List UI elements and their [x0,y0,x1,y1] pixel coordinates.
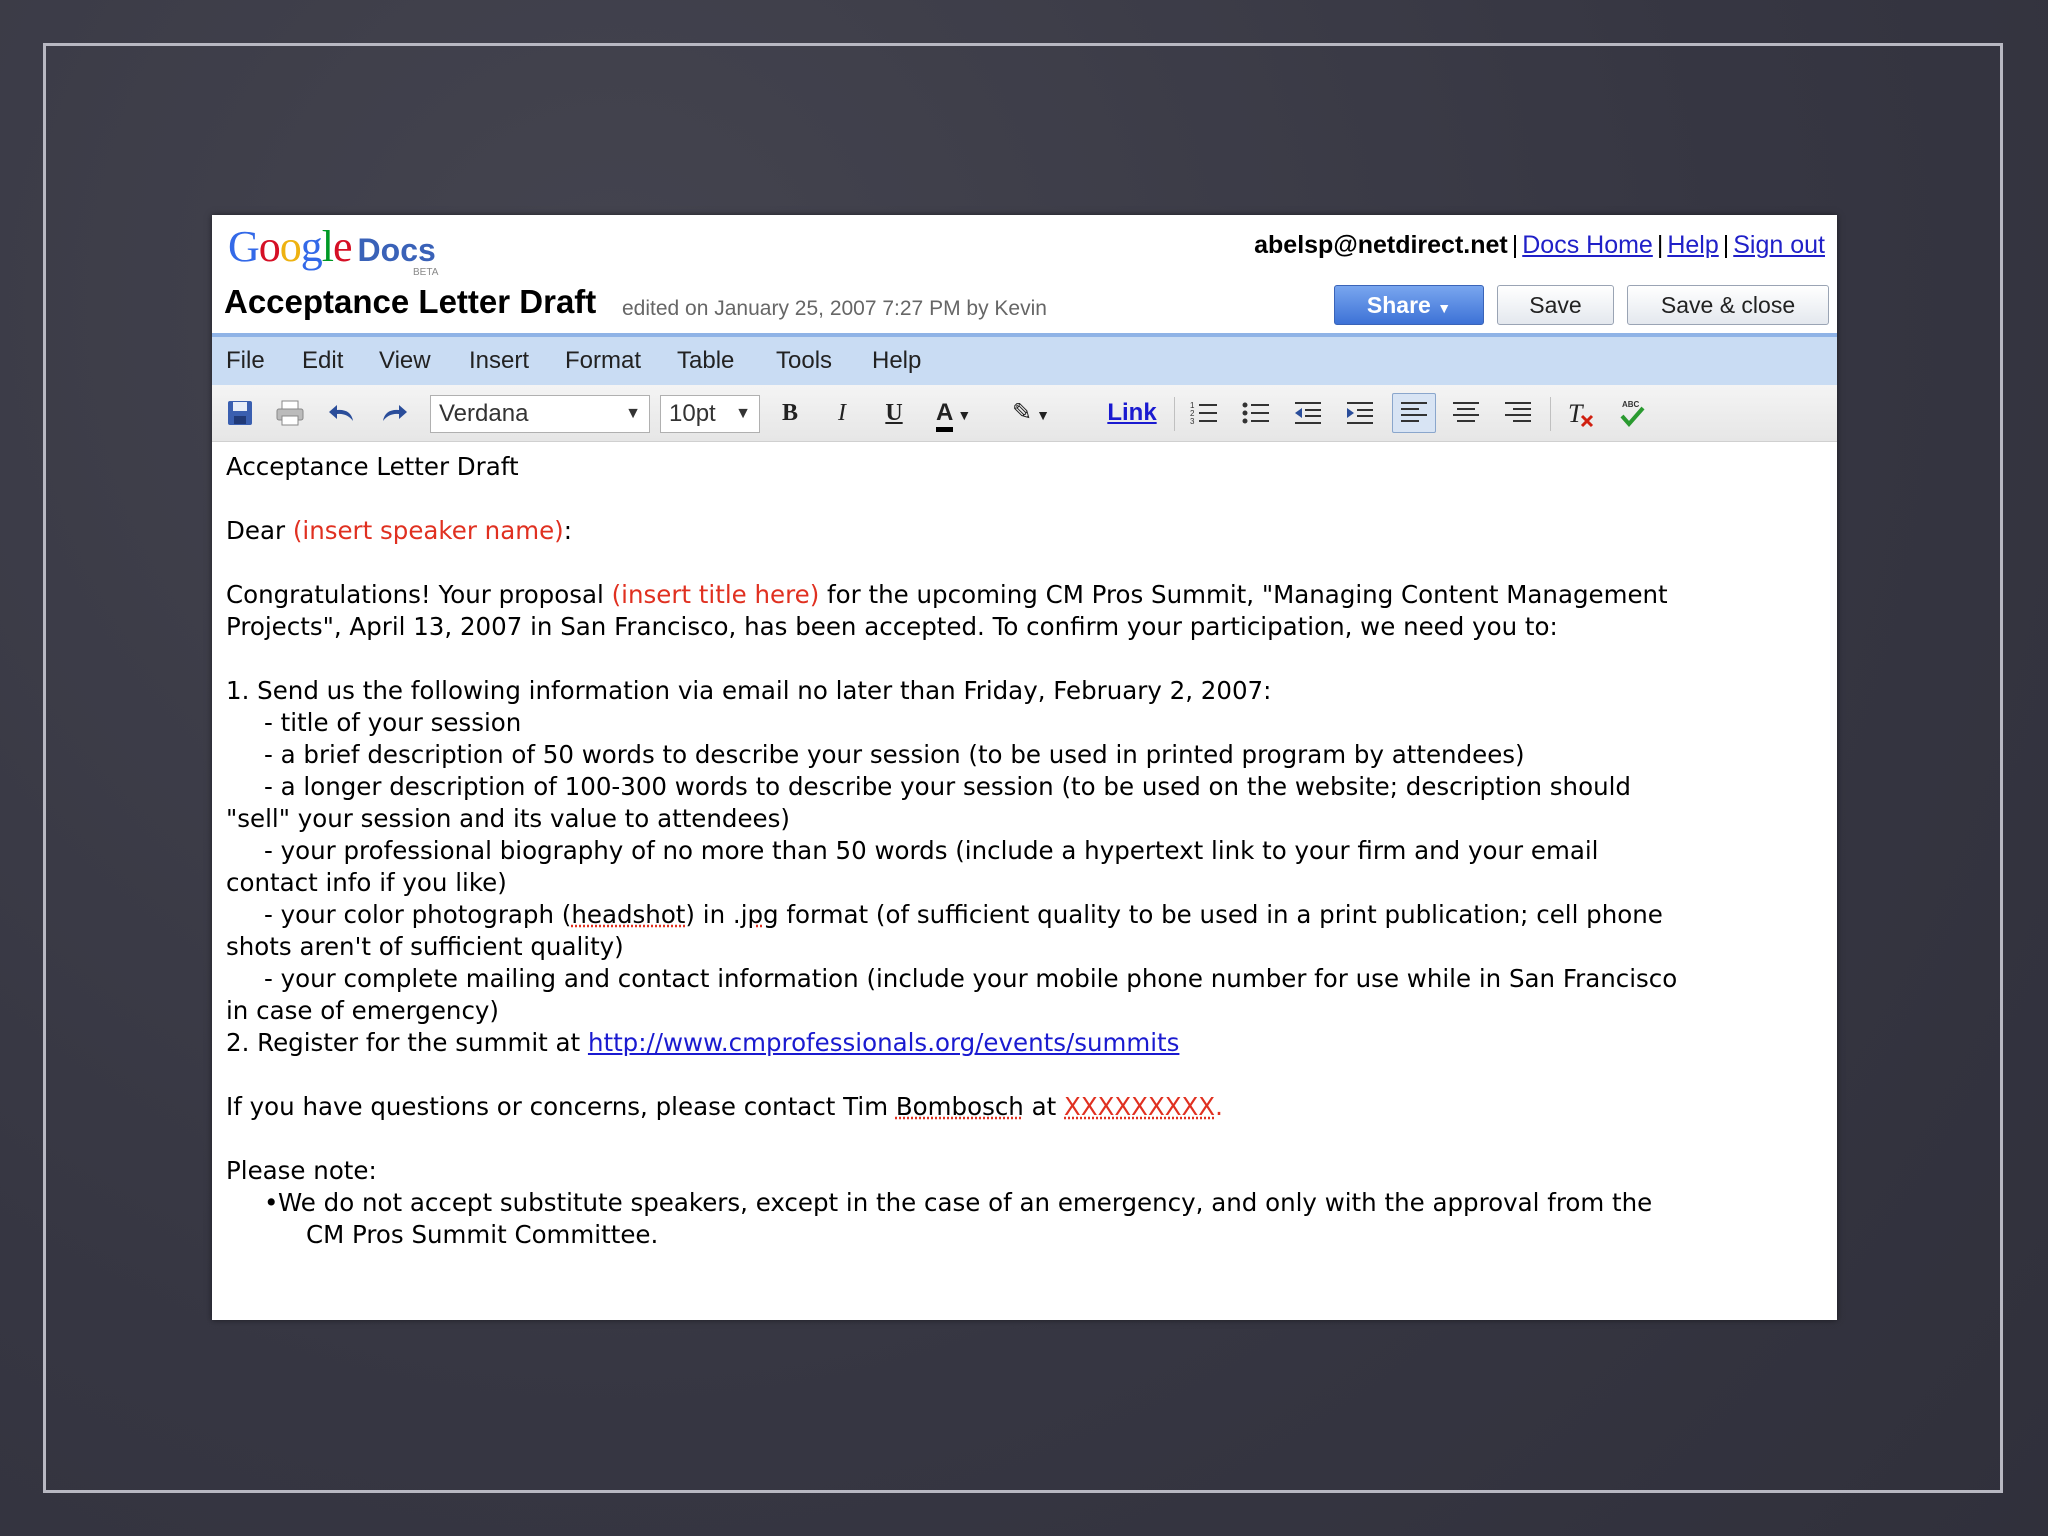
google-docs-logo[interactable] [228,221,439,278]
font-size-select[interactable]: 10pt ▼ [660,395,760,433]
svg-text:2: 2 [1190,409,1195,418]
save-disk-icon[interactable] [220,393,260,433]
list-item: 2. Register for the summit at http://www.cmprofessionals.org/events/summits [226,1028,1180,1057]
save-close-button[interactable]: Save & close [1627,285,1829,325]
decrease-indent-icon[interactable] [1288,393,1328,433]
increase-indent-icon[interactable] [1340,393,1380,433]
google-docs-window [212,215,1837,1320]
menu-format[interactable]: Format [565,347,642,374]
numbered-list-icon[interactable] [1184,393,1224,433]
menu-insert[interactable]: Insert [469,347,530,374]
menu-tools[interactable]: Tools [776,347,833,374]
misspelled-word: Bombosch [895,1092,1024,1121]
menu-view[interactable]: View [379,347,431,374]
chevron-down-icon: ▼ [1437,300,1452,316]
text-color-icon: A [936,399,953,432]
list-item: - title of your session [264,708,522,737]
paragraph-line: Projects", April 13, 2007 in San Francisco, has been accepted. To confirm your participation, we need you to: [226,612,1558,641]
insert-link-button[interactable]: Link [1107,399,1157,426]
body-heading: Acceptance Letter Draft [226,452,519,481]
font-family-select[interactable]: Verdana ▼ [430,395,650,433]
align-right-icon[interactable] [1498,393,1538,433]
chevron-down-icon: ▼ [1036,407,1050,423]
salutation: Dear (insert speaker name): [226,516,572,545]
summit-link[interactable]: http://www.cmprofessionals.org/events/summits [587,1028,1180,1057]
svg-text:3: 3 [1190,417,1195,426]
note-heading: Please note: [226,1156,377,1185]
menu-file[interactable]: File [226,347,265,374]
spell-check-icon[interactable] [1612,393,1652,433]
redo-icon[interactable] [374,393,414,433]
list-item: - a longer description of 100-300 words to describe your session (to be used on the website; description should [264,772,1631,801]
contact-line: If you have questions or concerns, please contact Tim Bombosch at XXXXXXXXX. [226,1092,1223,1121]
menu-help[interactable]: Help [872,347,922,374]
menu-edit[interactable]: Edit [302,347,344,374]
underline-button[interactable]: U [885,400,903,426]
docs-home-link[interactable]: Docs Home [1522,231,1653,259]
beta-label: BETA [413,267,439,278]
toolbar-separator [1174,397,1175,431]
menu-bar [212,333,1837,385]
user-bar: abelsp@netdirect.net | Docs Home | Help | Sign out [1254,231,1825,259]
italic-button[interactable]: I [838,400,846,426]
clear-formatting-icon[interactable] [1560,393,1600,433]
bold-button[interactable]: B [781,400,798,426]
list-item: CM Pros Summit Committee. [306,1220,659,1249]
text-color-button[interactable] [936,393,996,433]
chevron-down-icon: ▼ [957,407,972,423]
list-item: - your color photograph (headshot) in .jpg format (of sufficient quality to be used in a print publication; cell phone [264,900,1663,929]
edited-info: edited on January 25, 2007 7:27 PM by Kevin [622,297,1047,320]
misspelled-word: jpg [740,900,779,929]
highlighter-icon: ✎ [1012,399,1033,426]
list-item: 1. Send us the following information via email no later than Friday, February 2, 2007: [226,676,1272,705]
title-placeholder: (insert title here) [611,580,820,609]
list-item: - your complete mailing and contact information (include your mobile phone number for use while in San Francisco [264,964,1678,993]
undo-icon[interactable] [322,393,362,433]
document-body[interactable] [226,451,1823,1251]
highlight-button[interactable] [1012,393,1072,433]
list-item: - your professional biography of no more than 50 words (include a hypertext link to your firm and your email [264,836,1599,865]
document-title[interactable]: Acceptance Letter Draft [224,283,597,320]
misspelled-word: headshot [571,900,686,929]
list-item: contact info if you like) [226,868,507,897]
svg-text:ABC: ABC [1622,400,1640,409]
formatting-toolbar [212,385,1837,442]
list-item: • We do not accept substitute speakers, except in the case of an emergency, and only with the approval from the [226,1187,1823,1219]
bulleted-list-icon[interactable] [1236,393,1276,433]
help-link[interactable]: Help [1667,231,1719,259]
sign-out-link[interactable]: Sign out [1733,231,1825,259]
phone-placeholder: XXXXXXXXX [1064,1092,1216,1121]
user-email: abelsp@netdirect.net [1254,231,1508,259]
align-center-icon[interactable] [1446,393,1486,433]
chevron-down-icon: ▼ [625,405,641,422]
speaker-placeholder: (insert speaker name) [292,516,564,545]
svg-text:T: T [1568,399,1583,428]
align-left-icon[interactable] [1392,393,1436,433]
svg-text:1: 1 [1190,401,1195,410]
google-wordmark: Google [228,222,352,271]
save-button[interactable]: Save [1497,285,1614,325]
paragraph-line: Congratulations! Your proposal (insert title here) for the upcoming CM Pros Summit, "Managing Content Management [226,580,1668,609]
toolbar-separator [1550,397,1551,431]
list-item: in case of emergency) [226,996,499,1025]
menu-table[interactable]: Table [677,347,735,374]
docs-wordmark: Docs [357,232,436,268]
list-item: "sell" your session and its value to attendees) [226,804,790,833]
print-icon[interactable] [270,393,310,433]
list-item: shots aren't of sufficient quality) [226,932,624,961]
share-button[interactable]: Share ▼ [1334,285,1484,325]
list-item: - a brief description of 50 words to describe your session (to be used in printed program by attendees) [264,740,1525,769]
chevron-down-icon: ▼ [735,405,751,422]
